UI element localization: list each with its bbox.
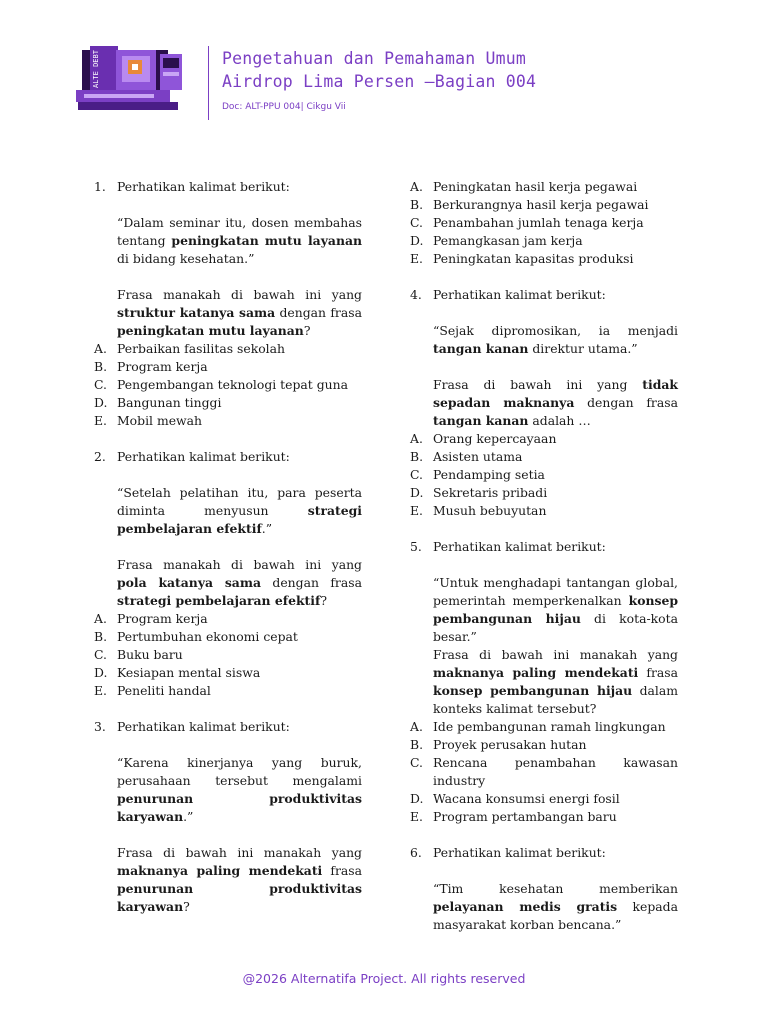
option-e[interactable]: E. Musuh bebuyutan [410, 503, 547, 518]
option-a[interactable]: A. Ide pembangunan ramah lingkungan [410, 719, 666, 734]
option-b[interactable]: B. Pertumbuhan ekonomi cepat [94, 629, 298, 644]
question-prompt: Frasa di bawah ini manakah yang maknanya paling mendekati frasa penurunan produktivitas karyawan? [117, 845, 362, 914]
question-5 [410, 538, 678, 718]
answer-options [410, 430, 678, 520]
option-d[interactable]: D. Kesiapan mental siswa [94, 665, 261, 680]
option-e[interactable]: E. Peneliti handal [94, 683, 211, 698]
question-2 [94, 448, 362, 610]
answer-options [94, 610, 362, 700]
question-number: 2. [94, 449, 106, 464]
option-e[interactable]: E. Peningkatan kapasitas produksi [410, 251, 634, 266]
question-intro: Perhatikan kalimat berikut: [117, 179, 290, 194]
question-number: 1. [94, 179, 106, 194]
option-a[interactable]: A. Orang kepercayaan [410, 431, 557, 446]
option-a[interactable]: A. Program kerja [94, 611, 208, 626]
option-c[interactable]: C. Pengembangan teknologi tepat guna [94, 377, 348, 392]
page-title-line2: Airdrop Lima Persen –Bagian 004 [222, 72, 537, 91]
retro-computer-logo-icon [76, 44, 188, 114]
option-b[interactable]: B. Program kerja [94, 359, 208, 374]
question-1 [94, 178, 362, 340]
question-intro: Perhatikan kalimat berikut: [117, 449, 290, 464]
option-c[interactable]: C. Pendamping setia [410, 467, 545, 482]
question-number: 3. [94, 719, 106, 734]
question-6 [410, 844, 678, 934]
right-column [410, 178, 678, 934]
option-d[interactable]: D. Pemangkasan jam kerja [410, 233, 583, 248]
question-intro: Perhatikan kalimat berikut: [433, 845, 606, 860]
option-a[interactable]: A. Perbaikan fasilitas sekolah [94, 341, 286, 356]
answer-options-q3 [410, 178, 678, 268]
question-number: 6. [410, 845, 422, 860]
doc-reference: Doc: ALT-PPU 004| Cikgu Vii [222, 102, 346, 112]
question-prompt: Frasa di bawah ini manakah yang maknanya paling mendekati frasa konsep pembangunan hijau dalam konteks kalimat tersebut? [433, 647, 678, 716]
question-quote: “Setelah pelatihan itu, para peserta diminta menyusun strategi pembelajaran efektif.” [117, 485, 362, 536]
option-c[interactable]: C. Penambahan jumlah tenaga kerja [410, 215, 644, 230]
question-number: 5. [410, 539, 422, 554]
option-d[interactable]: D. Wacana konsumsi energi fosil [410, 791, 620, 806]
answer-options [410, 718, 678, 826]
question-quote: “Dalam seminar itu, dosen membahas tentang peningkatan mutu layanan di bidang kesehatan.” [117, 215, 362, 266]
option-c[interactable]: C. Buku baru [94, 647, 183, 662]
page-title-line1: Pengetahuan dan Pemahaman Umum [222, 49, 527, 68]
question-prompt: Frasa manakah di bawah ini yang pola katanya sama dengan frasa strategi pembelajaran efektif? [117, 557, 362, 608]
option-d[interactable]: D. Bangunan tinggi [94, 395, 222, 410]
logo-text: ALTE DEBT 2026 [92, 44, 100, 88]
question-quote: “Karena kinerjanya yang buruk, perusahaan tersebut mengalami penurunan produktivitas karyawan.” [117, 755, 362, 824]
option-b[interactable]: B. Berkurangnya hasil kerja pegawai [410, 197, 649, 212]
option-b[interactable]: B. Proyek perusakan hutan [410, 737, 587, 752]
question-intro: Perhatikan kalimat berikut: [433, 539, 606, 554]
left-column [94, 178, 362, 916]
question-prompt: Frasa di bawah ini yang tidak sepadan maknanya dengan frasa tangan kanan adalah … [433, 377, 678, 428]
question-quote: “Sejak dipromosikan, ia menjadi tangan kanan direktur utama.” [433, 323, 678, 356]
option-a[interactable]: A. Peningkatan hasil kerja pegawai [410, 179, 638, 194]
option-d[interactable]: D. Sekretaris pribadi [410, 485, 548, 500]
footer-copyright: @2026 Alternatifa Project. All rights reserved [242, 971, 526, 986]
question-intro: Perhatikan kalimat berikut: [117, 719, 290, 734]
question-number: 4. [410, 287, 422, 302]
question-quote: “Tim kesehatan memberikan pelayanan medis gratis kepada masyarakat korban bencana.” [433, 881, 679, 932]
header-divider [208, 46, 209, 120]
option-b[interactable]: B. Asisten utama [410, 449, 523, 464]
question-prompt: Frasa manakah di bawah ini yang struktur katanya sama dengan frasa peningkatan mutu layanan? [117, 287, 362, 338]
option-e[interactable]: E. Program pertambangan baru [410, 809, 617, 824]
question-3 [94, 718, 362, 916]
answer-options [94, 340, 362, 430]
option-e[interactable]: E. Mobil mewah [94, 413, 202, 428]
question-4 [410, 286, 678, 430]
option-c[interactable]: C. Rencana penambahan kawasan industry [410, 755, 678, 788]
question-intro: Perhatikan kalimat berikut: [433, 287, 606, 302]
question-quote: “Untuk menghadapi tantangan global, pemerintah memperkenalkan konsep pembangunan hijau di kota-kota besar.” [433, 575, 678, 644]
